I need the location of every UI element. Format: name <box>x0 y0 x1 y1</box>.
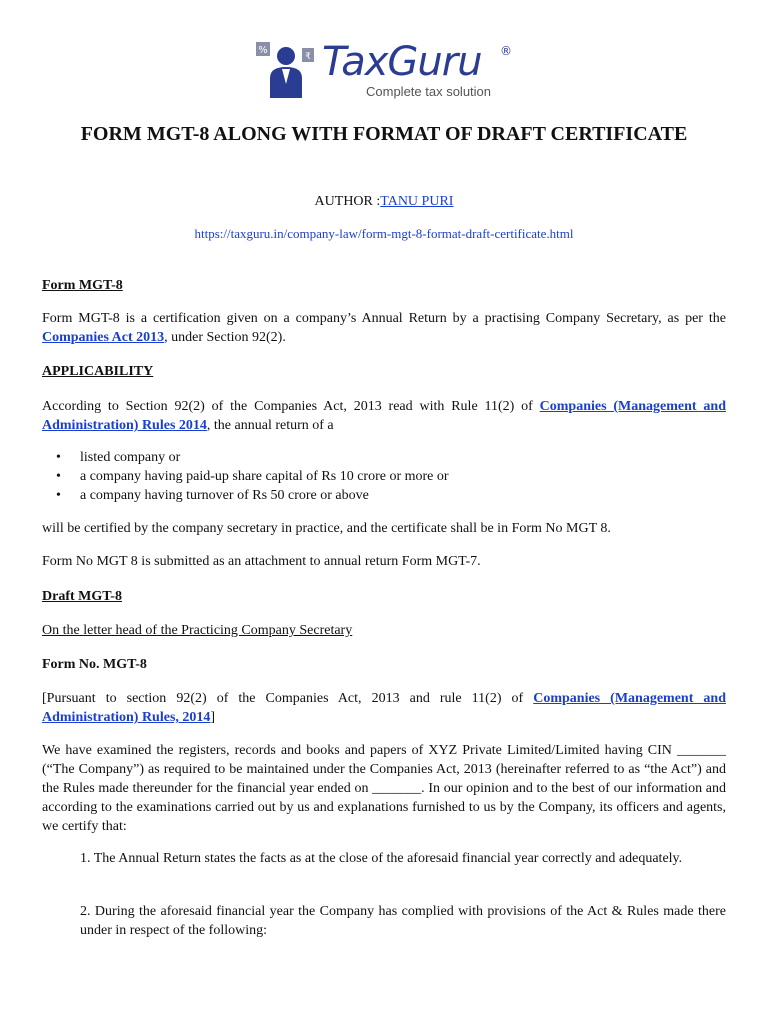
pursuant-text-b: ] <box>210 710 216 725</box>
applicability-text-a: According to Section 92(2) of the Companies Act, 2013 read with Rule 11(2) of <box>42 399 540 414</box>
paragraph-pursuant <box>42 689 726 727</box>
rules-2014-link[interactable]: Companies (Management and Administration) Rules 2014 <box>42 399 727 433</box>
rupee-glyph: ₹ <box>305 52 311 62</box>
paragraph-examined: We have examined the registers, records and books and papers of XYZ Private Limited/Limited having CIN _______ (“The Company”) as required to be maintained under the Companies Act, 2013 (hereinafter referred to as “the Act”) and the Rules made thereunder for the financial year ended on _______. In our opinion and to the best of our information and according to the examinations carried out by us and explanations furnished to us by the Company, its officers and agents, we certify that: <box>42 743 726 834</box>
form-number: Form No. MGT-8 <box>42 657 147 672</box>
percent-glyph: % <box>258 45 268 56</box>
list-item: • a company having turnover of Rs 50 crore or above <box>56 486 449 505</box>
author-label: AUTHOR : <box>314 194 381 209</box>
paragraph-intro <box>42 309 726 347</box>
intro-text-b: , under Section 92(2). <box>164 330 286 345</box>
taxguru-badge-icon <box>256 40 314 98</box>
heading-applicability: APPLICABILITY <box>42 364 154 379</box>
applicability-text-b: , the annual return of a <box>206 418 334 433</box>
applicability-list <box>56 448 449 505</box>
paragraph-certified: will be certified by the company secretary in practice, and the certificate shall be in Form No MGT 8. <box>42 521 611 536</box>
point-1: 1. The Annual Return states the facts as at the close of the aforesaid financial year correctly and adequately. <box>80 851 683 866</box>
source-url-link[interactable]: https://taxguru.in/company-law/form-mgt-8-format-draft-certificate.html <box>194 226 574 241</box>
point-2: 2. During the aforesaid financial year the Company has complied with provisions of the Act & Rules made there under in respect of the following: <box>80 904 726 938</box>
author-line <box>0 194 768 210</box>
paragraph-applicability <box>42 397 726 435</box>
list-item: • a company having paid-up share capital of Rs 10 crore or more or <box>56 467 449 486</box>
logo-tagline: Complete tax solution <box>366 84 492 99</box>
rules-2014-link-2[interactable]: Companies (Management and Administration) Rules, 2014 <box>42 691 726 725</box>
letterhead-note: On the letter head of the Practicing Company Secretary <box>42 623 353 638</box>
heading-draft-mgt8: Draft MGT-8 <box>42 589 122 604</box>
paragraph-attachment: Form No MGT 8 is submitted as an attachment to annual return Form MGT-7. <box>42 554 481 569</box>
registered-mark: ® <box>500 44 512 58</box>
companies-act-link[interactable]: Companies Act 2013 <box>42 330 165 345</box>
taxguru-logo <box>256 40 518 102</box>
heading-form-mgt8: Form MGT-8 <box>42 278 123 293</box>
list-item: • listed company or <box>56 448 449 467</box>
logo-wordmark: TaxGuru <box>322 39 482 85</box>
document-title: FORM MGT-8 ALONG WITH FORMAT OF DRAFT CERTIFICATE <box>80 123 688 145</box>
pursuant-text-a: [Pursuant to section 92(2) of the Companies Act, 2013 and rule 11(2) of <box>42 691 534 706</box>
intro-text-a: Form MGT-8 is a certification given on a company’s Annual Return by a practising Company Secretary, as per the <box>42 311 726 326</box>
author-name-link[interactable]: TANU PURI <box>380 194 454 209</box>
